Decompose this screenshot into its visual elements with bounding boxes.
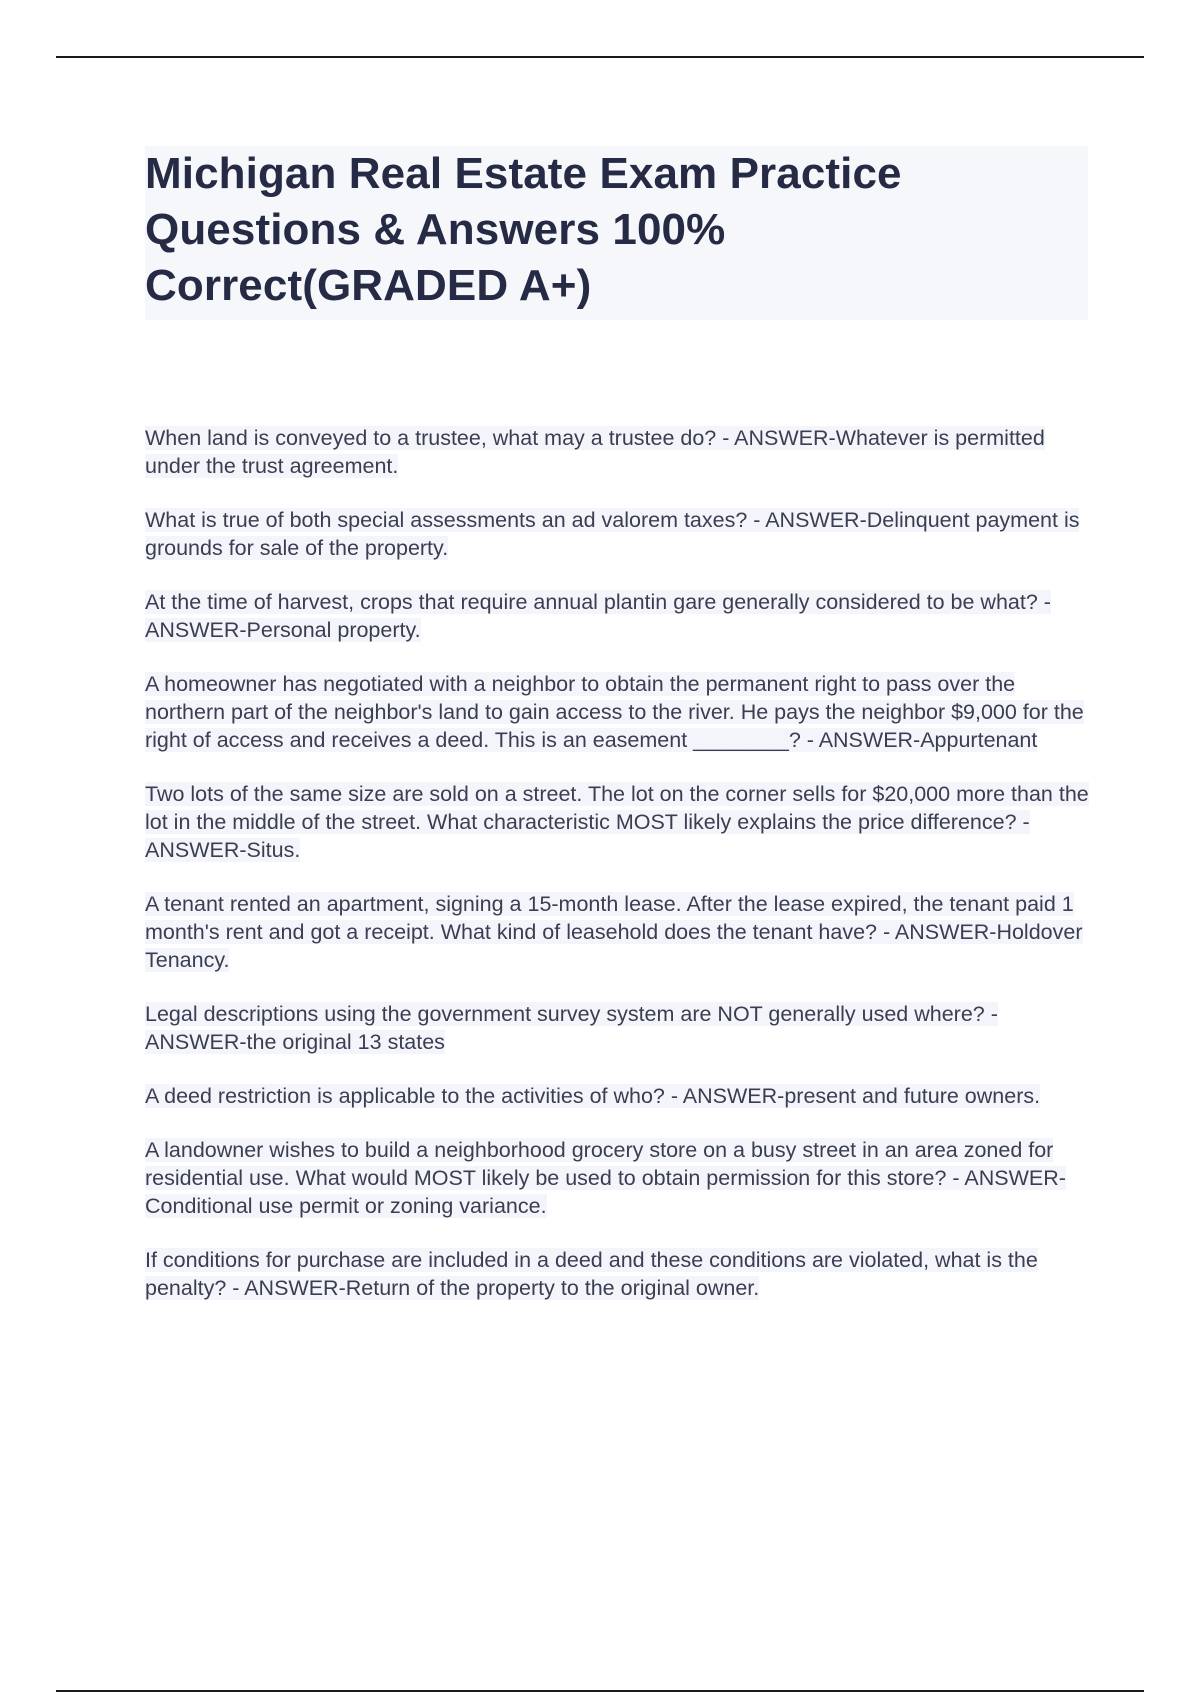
qa-text: What is true of both special assessments an ad valorem taxes? - ANSWER-Delinquent payment is grounds for sale of the property. [145, 508, 1080, 560]
qa-item [145, 506, 1093, 562]
qa-item [145, 890, 1093, 974]
qa-text: A landowner wishes to build a neighborhood grocery store on a busy street in an area zoned for residential use. What would MOST likely be used to obtain permission for this store? - ANSWER-Conditional use permit or zoning variance. [145, 1138, 1066, 1218]
qa-text: Legal descriptions using the government survey system are NOT generally used where? - ANSWER-the original 13 states [145, 1002, 998, 1054]
qa-item [145, 588, 1093, 644]
qa-text: When land is conveyed to a trustee, what may a trustee do? - ANSWER-Whatever is permitted under the trust agreement. [145, 426, 1045, 478]
qa-text: If conditions for purchase are included in a deed and these conditions are violated, what is the penalty? - ANSWER-Return of the property to the original owner. [145, 1248, 1038, 1300]
qa-item [145, 670, 1093, 754]
qa-item [145, 424, 1093, 480]
qa-item [145, 780, 1093, 864]
title-block [145, 146, 1088, 320]
qa-text: Two lots of the same size are sold on a street. The lot on the corner sells for $20,000 more than the lot in the middle of the street. What characteristic MOST likely explains the price difference? - ANSWER-Situs. [145, 782, 1089, 862]
qa-item [145, 1136, 1093, 1220]
top-rule [56, 56, 1144, 58]
qa-list [145, 424, 1093, 1328]
qa-item [145, 1246, 1093, 1302]
qa-item [145, 1082, 1093, 1110]
document-title: Michigan Real Estate Exam Practice Questions & Answers 100% Correct(GRADED A+) [145, 149, 902, 310]
qa-text: A deed restriction is applicable to the activities of who? - ANSWER-present and future owners. [145, 1084, 1041, 1108]
qa-text: At the time of harvest, crops that require annual plantin gare generally considered to be what? - ANSWER-Personal property. [145, 590, 1051, 642]
qa-text: A tenant rented an apartment, signing a 15-month lease. After the lease expired, the tenant paid 1 month's rent and got a receipt. What kind of leasehold does the tenant have? - ANSWER-Holdover Tenancy. [145, 892, 1083, 972]
bottom-rule [56, 1690, 1144, 1692]
qa-item [145, 1000, 1093, 1056]
qa-text: A homeowner has negotiated with a neighbor to obtain the permanent right to pass over the northern part of the neighbor's land to gain access to the river. He pays the neighbor $9,000 for the right of access and receives a deed. This is an easement ________? - ANSWER-Appurtenant [145, 672, 1084, 752]
